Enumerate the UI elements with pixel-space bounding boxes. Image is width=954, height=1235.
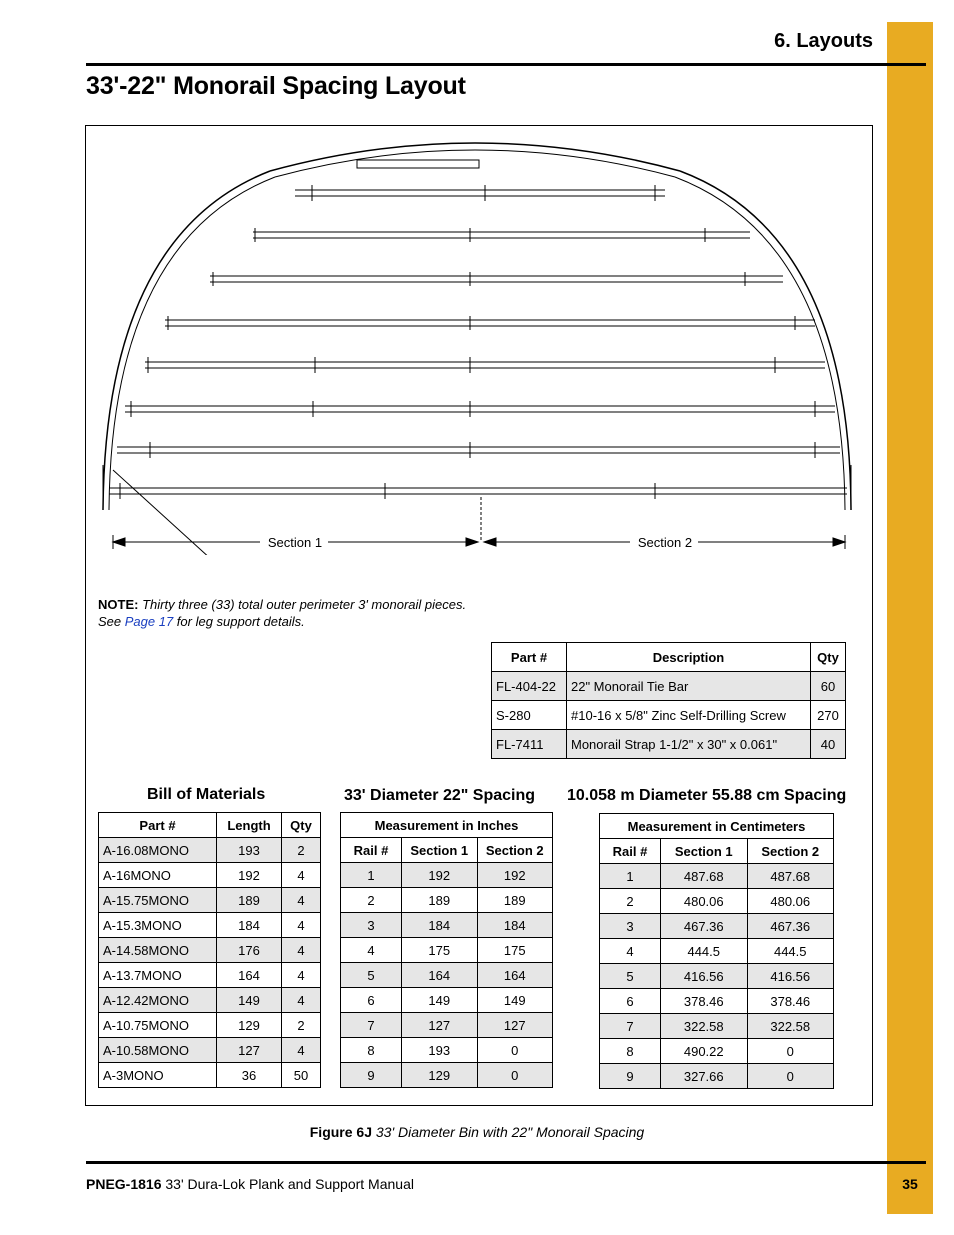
cell: 6 — [600, 989, 661, 1014]
cell: 2 — [600, 889, 661, 914]
cell: 6 — [341, 988, 402, 1013]
table-row — [99, 863, 321, 888]
cell: #10-16 x 5/8" Zinc Self-Drilling Screw — [567, 701, 811, 730]
table-row — [492, 672, 846, 701]
cell: 3 — [600, 914, 661, 939]
figure-caption — [0, 1124, 954, 1140]
cell: 22" Monorail Tie Bar — [567, 672, 811, 701]
cell: 4 — [282, 913, 321, 938]
cell: S-280 — [492, 701, 567, 730]
table-row — [341, 963, 553, 988]
inches-table — [340, 812, 553, 1088]
cell: FL-404-22 — [492, 672, 567, 701]
cm-caption: Measurement in Centimeters — [600, 814, 834, 839]
table-row — [99, 938, 321, 963]
cell: 127 — [217, 1038, 282, 1063]
table-row — [99, 838, 321, 863]
cell: 327.66 — [661, 1064, 748, 1089]
cell: 189 — [402, 888, 478, 913]
cell: 184 — [477, 913, 553, 938]
table-row — [600, 864, 834, 889]
cell: 5 — [600, 964, 661, 989]
cell: 0 — [747, 1064, 834, 1089]
cell: 1 — [341, 863, 402, 888]
table-row — [600, 964, 834, 989]
cell: 127 — [477, 1013, 553, 1038]
cell: 4 — [282, 938, 321, 963]
cell: 322.58 — [661, 1014, 748, 1039]
cell: Monorail Strap 1-1/2" x 30" x 0.061" — [567, 730, 811, 759]
bom-header-part: Part # — [99, 813, 217, 838]
cell: A-3MONO — [99, 1063, 217, 1088]
cell: 4 — [600, 939, 661, 964]
table-row — [99, 988, 321, 1013]
footer-document — [86, 1176, 414, 1192]
cell: 467.36 — [747, 914, 834, 939]
bom-header-length: Length — [217, 813, 282, 838]
cell: A-16MONO — [99, 863, 217, 888]
table-row — [341, 888, 553, 913]
cell: 444.5 — [661, 939, 748, 964]
table-row — [492, 730, 846, 759]
cell: 192 — [402, 863, 478, 888]
cell: A-10.58MONO — [99, 1038, 217, 1063]
cell: 175 — [402, 938, 478, 963]
footer-doc-title: 33' Dura-Lok Plank and Support Manual — [161, 1176, 414, 1192]
cell: A-13.7MONO — [99, 963, 217, 988]
table-row — [600, 939, 834, 964]
footer-doc-id: PNEG-1816 — [86, 1176, 162, 1192]
note-text-end: for leg support details. — [173, 614, 305, 629]
cell: 189 — [217, 888, 282, 913]
cell: 5 — [341, 963, 402, 988]
cell: 2 — [282, 1013, 321, 1038]
page-number: 35 — [902, 1176, 918, 1192]
cell: A-10.75MONO — [99, 1013, 217, 1038]
cm-header-section2: Section 2 — [747, 839, 834, 864]
cell: 175 — [477, 938, 553, 963]
cell: 0 — [477, 1038, 553, 1063]
cell: A-14.58MONO — [99, 938, 217, 963]
header-rule — [86, 63, 926, 66]
page-17-link[interactable]: Page 17 — [124, 614, 174, 629]
cell: 9 — [341, 1063, 402, 1088]
cell: 129 — [217, 1013, 282, 1038]
layout-note — [98, 596, 478, 630]
cell: 416.56 — [747, 964, 834, 989]
cell: 4 — [282, 1038, 321, 1063]
table-row — [600, 914, 834, 939]
cell: 164 — [217, 963, 282, 988]
cell: 50 — [282, 1063, 321, 1088]
cell: 2 — [341, 888, 402, 913]
cell: 36 — [217, 1063, 282, 1088]
bom-header-qty: Qty — [282, 813, 321, 838]
cell: A-15.3MONO — [99, 913, 217, 938]
cell: 4 — [282, 863, 321, 888]
inches-header-section1: Section 1 — [402, 838, 478, 863]
table-row — [341, 1063, 553, 1088]
inches-caption: Measurement in Inches — [341, 813, 553, 838]
parts-header-qty: Qty — [811, 643, 846, 672]
monorail-layout-diagram — [95, 135, 865, 555]
cell: 164 — [477, 963, 553, 988]
inches-header-section2: Section 2 — [477, 838, 553, 863]
cell: 149 — [477, 988, 553, 1013]
table-row — [600, 1064, 834, 1089]
note-label: NOTE: — [98, 597, 139, 612]
inches-header-rail: Rail # — [341, 838, 402, 863]
cell: 487.68 — [747, 864, 834, 889]
cell: 4 — [282, 963, 321, 988]
bom-heading: Bill of Materials — [147, 786, 266, 803]
table-row — [341, 1038, 553, 1063]
cell: 4 — [341, 938, 402, 963]
page-title: 33'-22" Monorail Spacing Layout — [86, 72, 466, 100]
parts-header-part: Part # — [492, 643, 567, 672]
section-heading: 6. Layouts — [774, 30, 873, 52]
table-row — [341, 938, 553, 963]
cm-header-section1: Section 1 — [661, 839, 748, 864]
cell: 487.68 — [661, 864, 748, 889]
table-row — [99, 1038, 321, 1063]
cell: 7 — [341, 1013, 402, 1038]
table-row — [341, 1013, 553, 1038]
cell: 176 — [217, 938, 282, 963]
table-row — [341, 863, 553, 888]
cell: 378.46 — [661, 989, 748, 1014]
bill-of-materials-table — [98, 812, 321, 1088]
section-1-label: Section 1 — [267, 535, 323, 550]
table-row — [99, 963, 321, 988]
parts-table — [491, 642, 846, 759]
cell: 270 — [811, 701, 846, 730]
cell: 192 — [217, 863, 282, 888]
table-row — [600, 1039, 834, 1064]
table-row — [492, 701, 846, 730]
figure-caption-text: 33' Diameter Bin with 22" Monorail Spacing — [372, 1124, 645, 1140]
table-row — [99, 1063, 321, 1088]
cell: 8 — [600, 1039, 661, 1064]
cell: 480.06 — [747, 889, 834, 914]
cell: 490.22 — [661, 1039, 748, 1064]
cell: 164 — [402, 963, 478, 988]
cell: 4 — [282, 988, 321, 1013]
cell: 444.5 — [747, 939, 834, 964]
cell: 4 — [282, 888, 321, 913]
cell: 40 — [811, 730, 846, 759]
cm-heading: 10.058 m Diameter 55.88 cm Spacing — [567, 787, 847, 804]
parts-header-description: Description — [567, 643, 811, 672]
cell: 184 — [402, 913, 478, 938]
cell: 149 — [402, 988, 478, 1013]
cell: A-15.75MONO — [99, 888, 217, 913]
figure-label: Figure 6J — [309, 1124, 372, 1140]
cell: 0 — [477, 1063, 553, 1088]
cell: 1 — [600, 864, 661, 889]
cell: 378.46 — [747, 989, 834, 1014]
centimeters-table — [599, 813, 834, 1089]
cell: A-16.08MONO — [99, 838, 217, 863]
inches-heading: 33' Diameter 22" Spacing — [344, 787, 536, 804]
cell: 184 — [217, 913, 282, 938]
table-row — [600, 989, 834, 1014]
table-row — [99, 913, 321, 938]
cell: 322.58 — [747, 1014, 834, 1039]
cell: 149 — [217, 988, 282, 1013]
table-row — [600, 889, 834, 914]
table-row — [341, 913, 553, 938]
cell: 2 — [282, 838, 321, 863]
cell: 193 — [217, 838, 282, 863]
cell: 8 — [341, 1038, 402, 1063]
cell: 0 — [747, 1039, 834, 1064]
cell: 189 — [477, 888, 553, 913]
gold-side-bar — [887, 22, 933, 1214]
cell: 127 — [402, 1013, 478, 1038]
table-row — [99, 888, 321, 913]
cell: 7 — [600, 1014, 661, 1039]
section-2-label: Section 2 — [637, 535, 693, 550]
table-row — [341, 988, 553, 1013]
cell: 467.36 — [661, 914, 748, 939]
cell: 416.56 — [661, 964, 748, 989]
table-row — [99, 1013, 321, 1038]
cell: 192 — [477, 863, 553, 888]
cell: 9 — [600, 1064, 661, 1089]
cell: 193 — [402, 1038, 478, 1063]
cell: FL-7411 — [492, 730, 567, 759]
cell: 129 — [402, 1063, 478, 1088]
cell: 480.06 — [661, 889, 748, 914]
table-row — [600, 1014, 834, 1039]
note-text: Thirty three (33) total outer perimeter 3' monorail pieces. See — [98, 597, 467, 629]
footer-rule — [86, 1161, 926, 1164]
cell: A-12.42MONO — [99, 988, 217, 1013]
cell: 60 — [811, 672, 846, 701]
cell: 3 — [341, 913, 402, 938]
cm-header-rail: Rail # — [600, 839, 661, 864]
